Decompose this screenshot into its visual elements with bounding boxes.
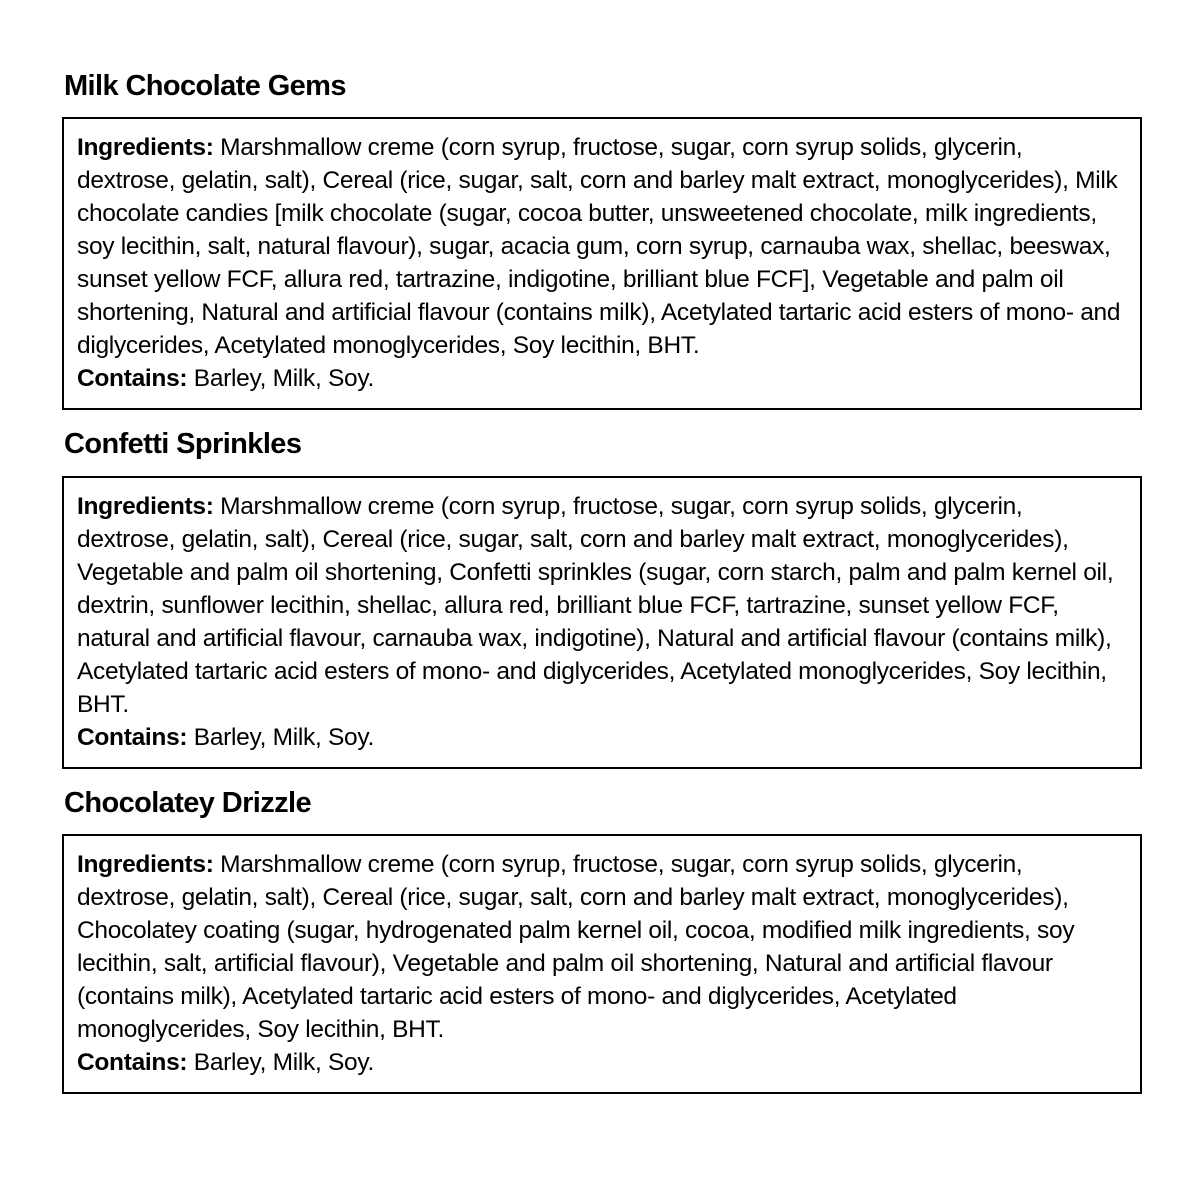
contains-paragraph [77,721,1126,754]
product-section-chocolatey-drizzle [62,787,1142,1094]
product-title: Chocolatey Drizzle [64,786,312,819]
contains-text: Barley, Milk, Soy. [193,365,375,393]
product-title: Milk Chocolate Gems [64,70,346,102]
contains-label: Contains: [77,365,188,393]
ingredients-paragraph [77,490,1126,721]
ingredients-label: Ingredients: [77,492,214,520]
ingredients-label: Ingredients: [77,851,214,879]
ingredients-label: Ingredients: [77,134,214,162]
ingredients-text: Marshmallow creme (corn syrup, fructose, sugar, corn syrup solids, glycerin, dextrose, gelatin, salt), Cereal (rice, sugar, salt, corn and barley malt extract, monoglycerides), Chocolatey coating (sugar, hydrogenated palm kernel oil, cocoa, modified milk ingredients, soy lecithin, salt, artificial flavour), Vegetable and palm oil shortening, Natural and artificial flavour (contains milk), Acetylated tartaric acid esters of mono- and diglycerides, Acetylated monoglycerides, Soy lecithin, BHT. [77,851,1075,1044]
contains-text: Barley, Milk, Soy. [193,723,375,751]
product-section-milk-chocolate-gems [62,70,1142,410]
contains-text: Barley, Milk, Soy. [193,1049,375,1077]
contains-paragraph [77,362,1126,395]
contains-label: Contains: [77,723,188,751]
ingredients-paragraph [77,131,1126,362]
ingredients-box [62,834,1142,1094]
product-title: Confetti Sprinkles [64,428,302,461]
ingredients-text: Marshmallow creme (corn syrup, fructose, sugar, corn syrup solids, glycerin, dextrose, gelatin, salt), Cereal (rice, sugar, salt, corn and barley malt extract, monoglycerides), Vegetable and palm oil shortening, Confetti sprinkles (sugar, corn starch, palm and palm kernel oil, dextrin, sunflower lecithin, shellac, allura red, brilliant blue FCF, tartrazine, sunset yellow FCF, natural and artificial flavour, carnauba wax, indigotine), Natural and artificial flavour (contains milk), Acetylated tartaric acid esters of mono- and diglycerides, Acetylated monoglycerides, Soy lecithin, BHT. [77,492,1114,718]
ingredients-paragraph [77,848,1126,1046]
ingredients-box [62,476,1142,769]
contains-label: Contains: [77,1049,188,1077]
product-section-confetti-sprinkles [62,428,1142,768]
contains-paragraph [77,1046,1126,1079]
ingredients-text: Marshmallow creme (corn syrup, fructose, sugar, corn syrup solids, glycerin, dextrose, gelatin, salt), Cereal (rice, sugar, salt, corn and barley malt extract, monoglycerides), Milk chocolate candies [milk chocolate (sugar, cocoa butter, unsweetened chocolate, milk ingredients, soy lecithin, salt, natural flavour), sugar, acacia gum, corn syrup, carnauba wax, shellac, beeswax, sunset yellow FCF, allura red, tartrazine, indigotine, brilliant blue FCF], Vegetable and palm oil shortening, Natural and artificial flavour (contains milk), Acetylated tartaric acid esters of mono- and diglycerides, Acetylated monoglycerides, Soy lecithin, BHT. [77,134,1121,360]
ingredients-box [62,117,1142,410]
